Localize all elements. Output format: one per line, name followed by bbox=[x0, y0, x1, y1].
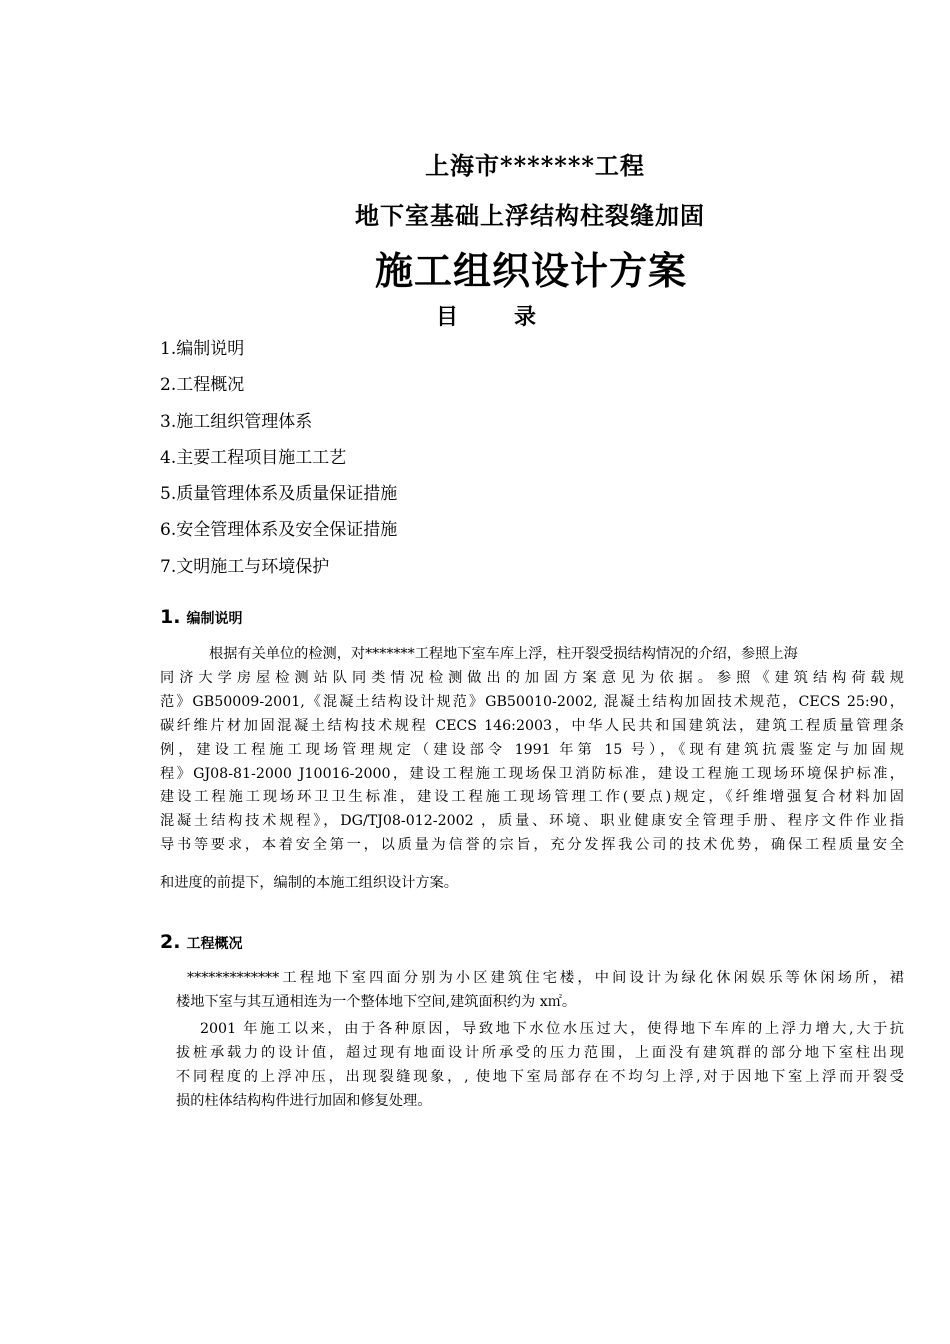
section-2-title: 工程概况 bbox=[186, 936, 243, 952]
toc-item[interactable]: 3.施工组织管理体系 bbox=[160, 411, 313, 432]
section-2-paragraph-2 bbox=[176, 1018, 904, 1114]
section-1-line: 碳纤维片材加固混凝土结构技术规程 CECS 146:2003，中华人民共和国建筑法，建筑工程质量管理条 bbox=[160, 717, 904, 734]
toc-heading-right: 录 bbox=[514, 305, 537, 330]
section-1-line: 根据有关单位的检测，对*******工程地下室车库上浮，柱开裂受损结构情况的介绍，参照上海 bbox=[209, 646, 798, 662]
section-1-line: 建设工程施工现场环卫卫生标准，建设工程施工现场管理工作(要点)规定，《纤维增强复合材料加固 bbox=[160, 789, 904, 806]
toc-heading-left: 目 bbox=[435, 305, 458, 330]
document-title-line2: 地下室基础上浮结构柱裂缝加固 bbox=[355, 201, 705, 230]
toc-item[interactable]: 6.安全管理体系及安全保证措施 bbox=[160, 520, 398, 541]
section-2-line: 楼地下室与其互通相连为一个整体地下空间,建筑面积约为 x㎡。 bbox=[176, 993, 577, 1010]
section-2-heading bbox=[160, 931, 242, 953]
section-1-line: 范》GB50009-2001,《混凝土结构设计规范》GB50010-2002, 混凝土结构加固技术规范，CECS 25:90， bbox=[160, 693, 904, 710]
section-1-line: 同济大学房屋检测站队同类情况检测做出的加固方案意见为依据。参照《建筑结构荷载规 bbox=[160, 669, 904, 686]
section-1-line: 例，建设工程施工现场管理规定（建设部令 1991 年第 15 号），《现有建筑抗震鉴定与加固规 bbox=[160, 741, 904, 758]
section-1-line: 程》GJ08-81-2000 J10016-2000，建设工程施工现场保卫消防标准，建设工程施工现场环境保护标准， bbox=[160, 765, 904, 782]
toc-item[interactable]: 7.文明施工与环境保护 bbox=[160, 556, 330, 577]
document-title-main: 施工组织设计方案 bbox=[374, 249, 687, 293]
document-title-line1: 上海市*******工程 bbox=[425, 151, 645, 180]
section-1-line: 混凝土结构技术规程》，DG/TJ08-012-2002 ，质量、环境、职业健康安全管理手册、程序文件作业指 bbox=[160, 813, 904, 830]
section-2-line: *************工程地下室四面分别为小区建筑住宅楼，中间设计为绿化休闲娱乐等休闲场所，裙 bbox=[187, 970, 904, 986]
section-1-line: 和进度的前提下，编制的本施工组织设计方案。 bbox=[160, 875, 458, 892]
section-2-line: 拔桩承载力的设计值，超过现有地面设计所承受的压力范围，上面没有建筑群的部分地下室柱出现 bbox=[176, 1044, 904, 1061]
section-2-paragraph-1 bbox=[176, 967, 904, 1015]
toc-item[interactable]: 2.工程概况 bbox=[160, 375, 245, 396]
section-1-number: 1. bbox=[160, 606, 181, 628]
section-1-heading bbox=[160, 606, 242, 628]
table-of-contents bbox=[160, 336, 397, 590]
toc-heading bbox=[0, 300, 950, 331]
toc-item[interactable]: 1.编制说明 bbox=[160, 339, 245, 359]
section-1-line: 导书等要求，本着安全第一，以质量为信誉的宗旨，充分发挥我公司的技术优势，确保工程质量安全 bbox=[160, 837, 904, 854]
section-2-line: 损的柱体结构构件进行加固和修复处理。 bbox=[176, 1092, 432, 1109]
toc-item[interactable]: 5.质量管理体系及质量保证措施 bbox=[160, 484, 398, 505]
section-1-body bbox=[160, 643, 904, 896]
section-1-title: 编制说明 bbox=[186, 611, 243, 627]
toc-item[interactable]: 4.主要工程项目施工工艺 bbox=[160, 447, 347, 468]
section-2-line: 不同程度的上浮冲压，出现裂缝现象，, 使地下室局部存在不均匀上浮,对于因地下室上浮而开裂受 bbox=[176, 1068, 904, 1085]
section-2-line: 2001 年施工以来，由于各种原因，导致地下水位水压过大，使得地下车库的上浮力增大,大于抗 bbox=[200, 1021, 904, 1037]
section-2-number: 2. bbox=[160, 931, 181, 953]
